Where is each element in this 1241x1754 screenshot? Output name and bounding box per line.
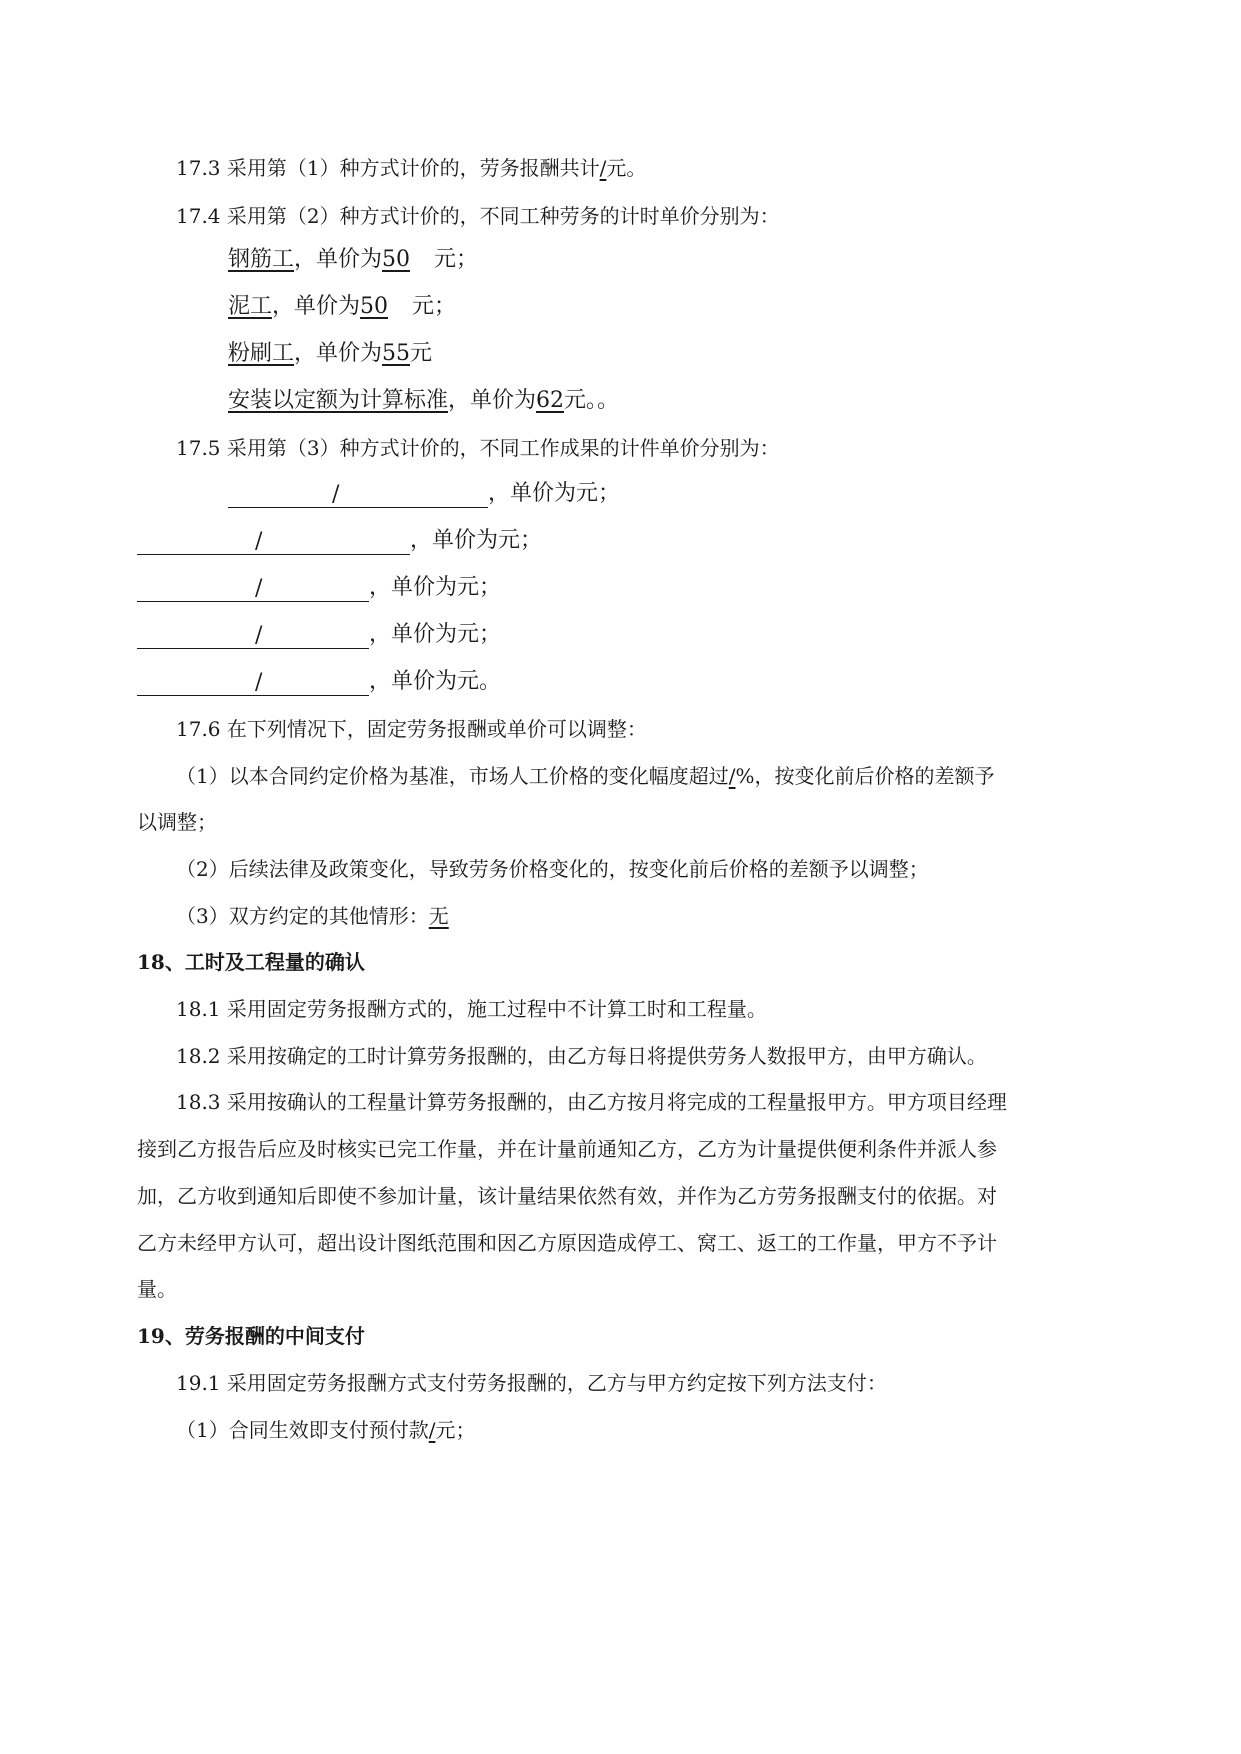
clause-19-1-item-1 xyxy=(176,1416,475,1444)
trade-name: 钢筋工 xyxy=(228,247,295,272)
rate-label: ，单价为 xyxy=(272,294,361,319)
unit-label: 元； xyxy=(434,247,479,272)
clause-text: （3）双方约定的其他情形： xyxy=(176,904,429,928)
clause-text: %，按变化前后价格的差额予 xyxy=(735,764,995,788)
clause-17-6-item-1-cont: 以调整； xyxy=(137,810,217,834)
section-heading-19: 19、劳务报酬的中间支付 xyxy=(137,1324,365,1348)
slash-mark: / xyxy=(332,482,340,507)
clause-text: 17.3 采用第（1）种方式计价的，劳务报酬共计 xyxy=(176,156,600,180)
clause-text: （1）以本合同约定价格为基准，市场人工价格的变化幅度超过 xyxy=(176,764,729,788)
unit-label: 元 xyxy=(410,341,433,366)
clause-18-3-line-4: 乙方未经甲方认可，超出设计图纸范围和因乙方原因造成停工、窝工、返工的工作量，甲方不予计 xyxy=(137,1231,997,1255)
amount-value: / xyxy=(599,156,607,180)
trade-name: 粉刷工 xyxy=(228,341,295,366)
piece-rate-row xyxy=(137,668,501,696)
rate-row xyxy=(228,340,432,368)
piece-rate-row xyxy=(137,574,501,602)
clause-text: 元。 xyxy=(606,156,647,180)
rate-label: ，单价为 xyxy=(294,341,383,366)
piece-rate-label: ，单价为元。 xyxy=(369,669,502,694)
unit-price: 62 xyxy=(536,388,565,413)
clause-18-3-line-5: 量。 xyxy=(137,1277,177,1301)
piece-rate-row xyxy=(137,527,542,555)
trade-name: 安装以定额为计算标准 xyxy=(228,388,449,413)
unit-label: 元。。 xyxy=(564,388,620,413)
clause-18-3-line-3: 加，乙方收到通知后即使不参加计量，该计量结果依然有效，并作为乙方劳务报酬支付的依据。对 xyxy=(137,1184,997,1208)
clause-17-6-item-1 xyxy=(176,762,995,790)
piece-rate-label: ，单价为元； xyxy=(369,575,502,600)
slash-mark: / xyxy=(255,576,263,601)
slash-mark: / xyxy=(255,623,263,648)
percent-value: / xyxy=(728,764,736,788)
clause-19-1: 19.1 采用固定劳务报酬方式支付劳务报酬的，乙方与甲方约定按下列方法支付： xyxy=(176,1371,887,1395)
rate-row xyxy=(228,246,478,274)
blank-field xyxy=(137,671,369,696)
slash-mark: / xyxy=(255,670,263,695)
clause-18-3-line-2: 接到乙方报告后应及时核实已完工作量，并在计量前通知乙方，乙方为计量提供便利条件并派人参 xyxy=(137,1137,997,1161)
piece-rate-row xyxy=(137,621,501,649)
unit-price: 55 xyxy=(382,341,411,366)
rate-row xyxy=(228,387,619,415)
trade-name: 泥工 xyxy=(228,294,273,319)
unit-price: 50 xyxy=(382,247,411,272)
blank-field xyxy=(137,577,369,602)
unit-label: 元； xyxy=(412,294,457,319)
advance-payment-value: / xyxy=(428,1418,436,1442)
blank-field xyxy=(137,530,410,555)
clause-text: （1）合同生效即支付预付款 xyxy=(176,1418,429,1442)
piece-rate-label: ，单价为元； xyxy=(488,481,621,506)
clause-17-5: 17.5 采用第（3）种方式计价的，不同工作成果的计件单价分别为： xyxy=(176,436,780,460)
slash-mark: / xyxy=(255,529,263,554)
rate-label: ，单价为 xyxy=(294,247,383,272)
blank-field xyxy=(228,483,488,508)
section-heading-18: 18、工时及工程量的确认 xyxy=(137,950,365,974)
clause-18-2: 18.2 采用按确定的工时计算劳务报酬的，由乙方每日将提供劳务人数报甲方，由甲方确认。 xyxy=(176,1044,987,1068)
clause-17-3 xyxy=(176,154,646,182)
piece-rate-row xyxy=(228,480,620,508)
rate-row xyxy=(228,293,456,321)
unit-price: 50 xyxy=(360,294,389,319)
clause-17-6: 17.6 在下列情况下，固定劳务报酬或单价可以调整： xyxy=(176,717,647,741)
clause-17-4: 17.4 采用第（2）种方式计价的，不同工种劳务的计时单价分别为： xyxy=(176,204,780,228)
rate-label: ，单价为 xyxy=(448,388,537,413)
clause-17-6-item-2: （2）后续法律及政策变化，导致劳务价格变化的，按变化前后价格的差额予以调整； xyxy=(176,857,929,881)
clause-17-6-item-3 xyxy=(176,902,449,930)
clause-text: 元； xyxy=(435,1418,476,1442)
clause-18-1: 18.1 采用固定劳务报酬方式的，施工过程中不计算工时和工程量。 xyxy=(176,997,767,1021)
other-case-value: 无 xyxy=(428,904,449,928)
piece-rate-label: ，单价为元； xyxy=(369,622,502,647)
blank-field xyxy=(137,624,369,649)
clause-18-3: 18.3 采用按确认的工程量计算劳务报酬的，由乙方按月将完成的工程量报甲方。甲方项目经理 xyxy=(176,1090,1007,1114)
piece-rate-label: ，单价为元； xyxy=(410,528,543,553)
